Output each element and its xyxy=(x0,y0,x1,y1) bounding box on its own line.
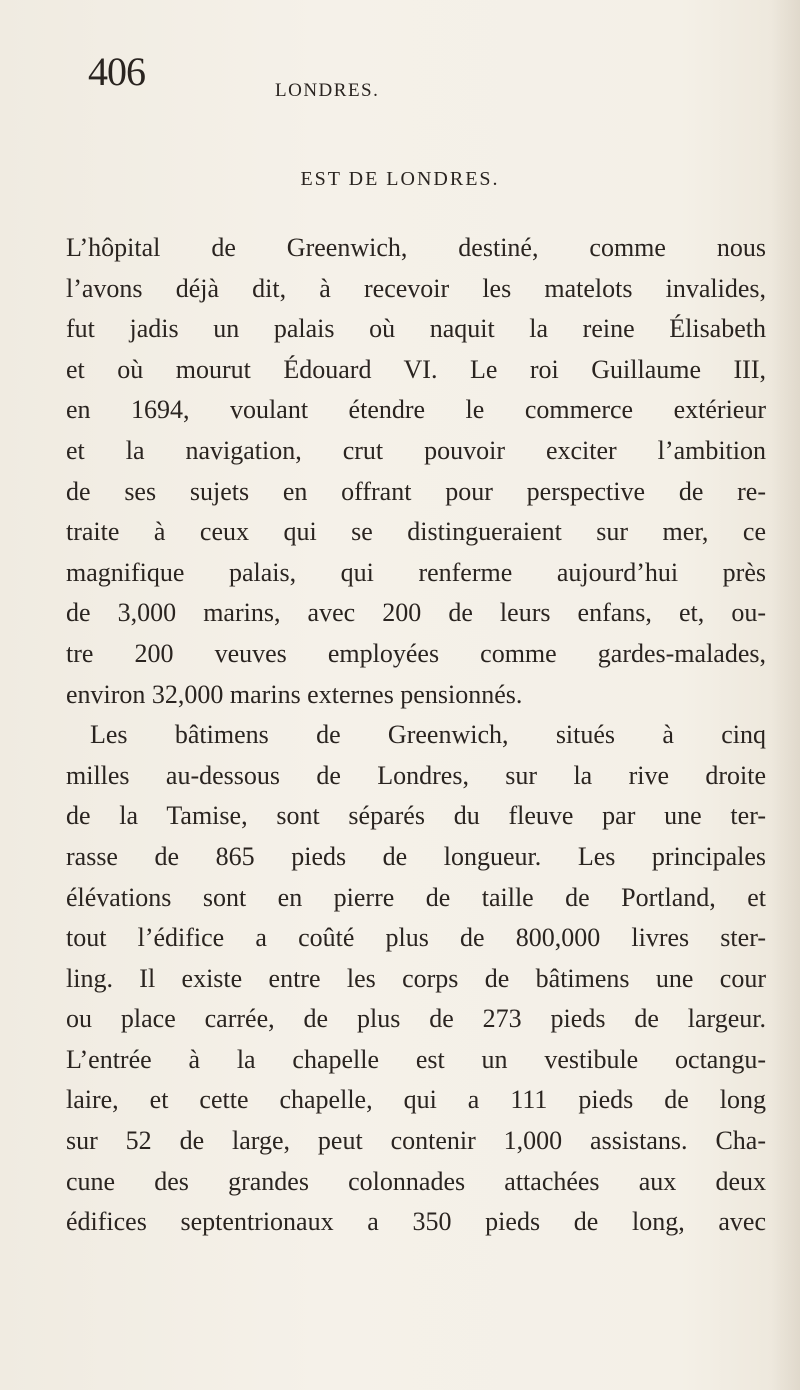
text-line: cune des grandes colonnades attachées aux deux xyxy=(66,1166,766,1196)
text-line: L’entrée à la chapelle est un vestibule octangu- xyxy=(66,1044,766,1074)
text-line: l’avons déjà dit, à recevoir les matelots invalides, xyxy=(66,273,766,303)
text-line: fut jadis un palais où naquit la reine Élisabeth xyxy=(66,314,766,344)
text-line: édifices septentrionaux a 350 pieds de long, avec xyxy=(66,1207,766,1237)
text-line: et la navigation, crut pouvoir exciter l’ambition xyxy=(66,435,766,465)
page-number: 406 xyxy=(88,49,145,94)
text-line: magnifique palais, qui renferme aujourd’hui près xyxy=(66,557,766,587)
text-line: de la Tamise, sont séparés du fleuve par une ter- xyxy=(66,801,766,831)
text-line: tre 200 veuves employées comme gardes-malades, xyxy=(66,638,766,668)
text-line: traite à ceux qui se distingueraient sur mer, ce xyxy=(66,517,766,547)
text-line: ou place carrée, de plus de 273 pieds de largeur. xyxy=(66,1004,766,1034)
text-line: sur 52 de large, peut contenir 1,000 assistans. Cha- xyxy=(66,1126,766,1156)
text-line: environ 32,000 marins externes pensionnés. xyxy=(66,679,523,709)
body-text xyxy=(66,228,766,1243)
text-line: élévations sont en pierre de taille de Portland, et xyxy=(66,882,766,912)
text-line: en 1694, voulant étendre le commerce extérieur xyxy=(66,395,766,425)
text-line: ling. Il existe entre les corps de bâtimens une cour xyxy=(66,963,766,993)
text-line: de 3,000 marins, avec 200 de leurs enfans, et, ou- xyxy=(66,598,766,628)
section-title: EST DE LONDRES. xyxy=(300,168,500,190)
text-line: laire, et cette chapelle, qui a 111 pieds de long xyxy=(66,1085,766,1115)
page-edge-shadow xyxy=(770,0,800,1390)
text-line: milles au-dessous de Londres, sur la rive droite xyxy=(66,760,766,790)
running-head: LONDRES. xyxy=(275,80,380,101)
text-line: Les bâtimens de Greenwich, situés à cinq xyxy=(90,720,766,750)
text-line: rasse de 865 pieds de longueur. Les principales xyxy=(66,841,766,871)
text-line: de ses sujets en offrant pour perspective de re- xyxy=(66,476,766,506)
text-line: et où mourut Édouard VI. Le roi Guillaume III, xyxy=(66,354,766,384)
text-line: tout l’édifice a coûté plus de 800,000 livres ster- xyxy=(66,923,766,953)
text-line: L’hôpital de Greenwich, destiné, comme nous xyxy=(66,233,766,262)
